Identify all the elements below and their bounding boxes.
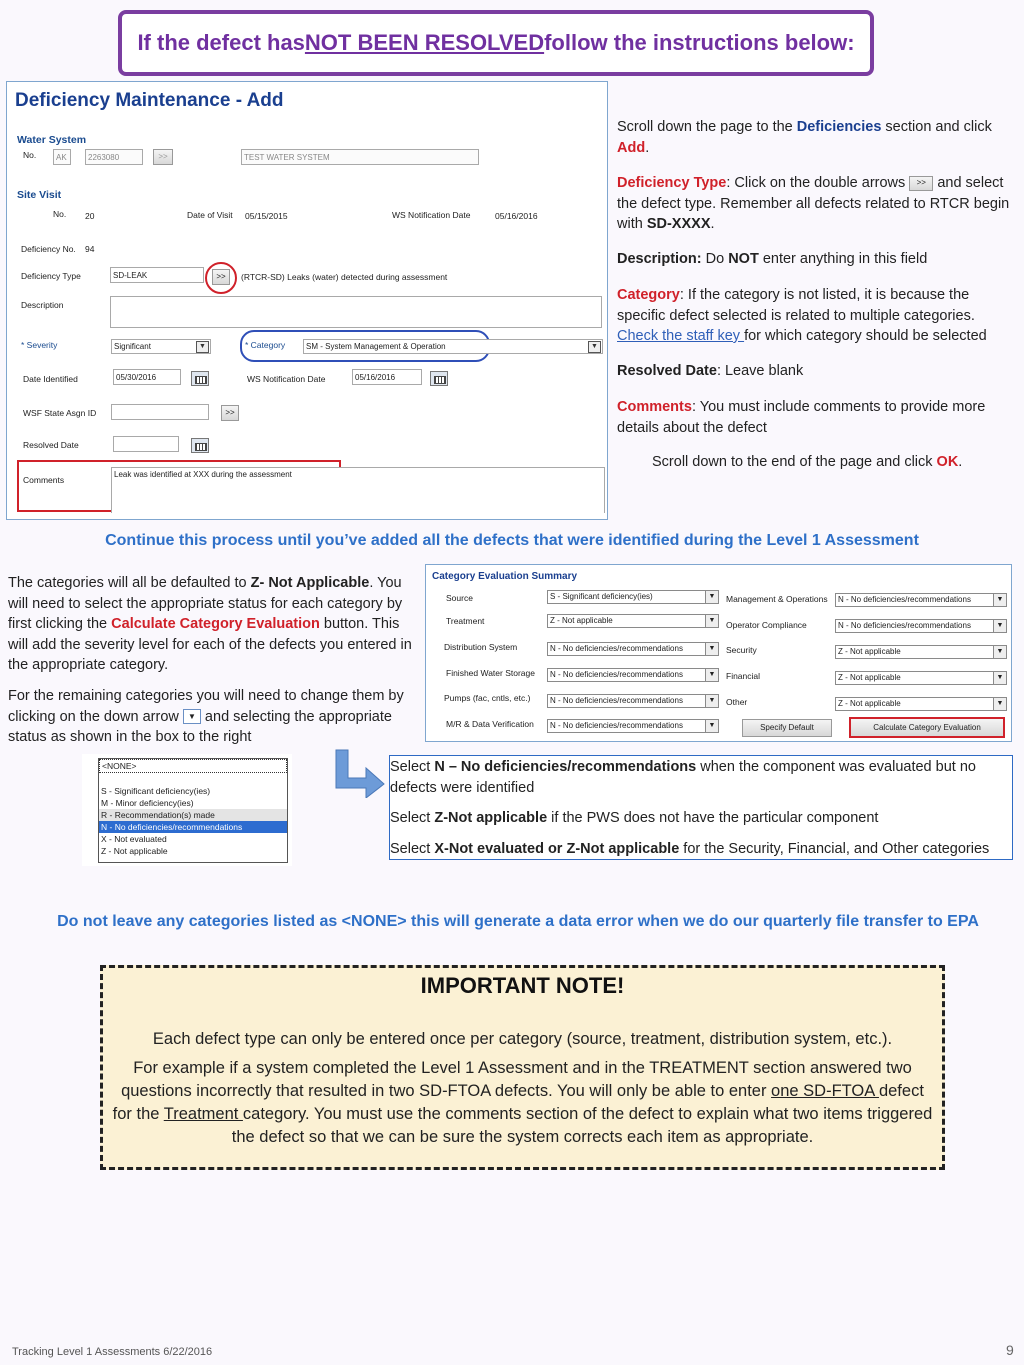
cat-label: Distribution System [444,642,518,652]
cat-label: Source [446,593,473,603]
staff-key-link[interactable]: Check the staff key [617,328,745,344]
cat-label: Finished Water Storage [446,668,535,678]
cat-select[interactable]: N - No deficiencies/recommendations ▼ [835,619,1007,633]
wsf-label: WSF State Asgn ID [23,408,97,418]
sv-no-label: No. [53,209,67,219]
def-type-highlight [205,262,237,294]
sv-no-value: 20 [85,211,95,221]
categories-paragraph: The categories will all be defaulted to Z- Not Applicable. You will need to select the appropriate status for each category by first clicking the Calculate Category Evaluation button. This will add the severity level for each of the defects you entered in the appropriate category. [8,575,412,673]
category-select[interactable]: SM - System Management & Operation [303,339,603,354]
cat-select[interactable]: N - No deficiencies/recommendations ▼ [835,593,1007,607]
form-heading: Deficiency Maintenance - Add [15,90,284,111]
dropdown-option[interactable]: R - Recommendation(s) made [99,809,287,821]
instruction-comments: Comments: You must include comments to provide more details about the defect [617,399,986,436]
cat-label: Operator Compliance [726,620,807,630]
date-of-visit-label: Date of Visit [187,210,233,220]
note-paragraph-2: For example if a system completed the Level 1 Assessment and in the TREATMENT section answered two questions incorrectly that resulted in two SD-FTOA defects. You will only be able to enter one SD-FTOA defect for the Treatment category. You must use the comments section of the defect to explain what two items triggered the defect so that we can be sure the system corrects each item as appropriate. [112,1059,933,1146]
ws-name-field[interactable]: TEST WATER SYSTEM [241,149,479,165]
arrow-icon [330,748,388,798]
page-title: If the defect has NOT BEEN RESOLVED follow the instructions below: [118,10,874,76]
def-type-desc: (RTCR-SD) Leaks (water) detected during assessment [241,272,448,282]
def-no-label: Deficiency No. [21,244,76,254]
instruction-deficiency-type: Deficiency Type: Click on the double arrows >> and select the defect type. Remember all defects related to RTCR begin with SD-XXXX. [617,175,1010,232]
remaining-paragraph: For the remaining categories you will need to change them by clicking on the down arrow ▼ and selecting the appropriate status as shown in the box to the right [8,688,404,745]
dropdown-option[interactable]: X - Not evaluated [101,834,167,844]
deficiency-form [6,81,608,520]
select-x-text: Select X-Not evaluated or Z-Not applicable for the Security, Financial, and Other categories [390,841,990,857]
def-type-label: Deficiency Type [21,271,81,281]
cat-select[interactable]: Z - Not applicable ▼ [835,645,1007,659]
cat-label: Management & Operations [726,594,828,604]
resolved-date-label: Resolved Date [23,440,79,450]
cat-select[interactable]: Z - Not applicable ▼ [835,671,1007,685]
cat-select[interactable]: N - No deficiencies/recommendations ▼ [547,694,719,708]
down-arrow-icon: ▼ [183,709,201,724]
instruction-add: Scroll down the page to the Deficiencies section and click Add. [617,119,992,156]
dropdown-option[interactable]: S - Significant deficiency(ies) [101,786,211,796]
dropdown-option-selected[interactable]: N - No deficiencies/recommendations [99,821,287,833]
category-dropdown-arrow[interactable]: ▼ [588,341,601,353]
date-identified-field[interactable]: 05/30/2016 [113,369,181,385]
cat-select[interactable]: N - No deficiencies/recommendations ▼ [547,668,719,682]
calculate-category-evaluation-button[interactable]: Calculate Category Evaluation [849,717,1005,738]
ws-notif-field[interactable]: 05/16/2016 [352,369,422,385]
page-number: 9 [1006,1342,1014,1358]
specify-default-button[interactable]: Specify Default [742,719,832,737]
description-label: Description [21,300,64,310]
cat-select[interactable]: N - No deficiencies/recommendations ▼ [547,642,719,656]
instruction-category: Category: If the category is not listed, it is because the specific defect selected is related to multiple categories. Check the staff key for which category should be selected [617,287,987,344]
cat-label: Financial [726,671,761,681]
footer-text: Tracking Level 1 Assessments 6/22/2016 [12,1346,213,1358]
ws-notif-label: WS Notification Date [392,210,471,220]
cat-select[interactable]: Z - Not applicable ▼ [547,614,719,628]
resolved-date-field[interactable] [113,436,179,452]
category-evaluation-summary [425,564,1012,742]
instruction-ok: Scroll down to the end of the page and click OK. [652,454,963,470]
comments-field[interactable]: Leak was identified at XXX during the assessment [111,467,605,513]
def-type-field[interactable]: SD-LEAK [110,267,204,283]
cat-select[interactable]: S - Significant deficiency(ies) ▼ [547,590,719,604]
state-code-field[interactable]: AK [53,149,71,165]
ws-notif-value: 05/16/2016 [495,211,538,221]
cat-select[interactable]: N - No deficiencies/recommendations ▼ [547,719,719,733]
status-dropdown-list [98,758,288,863]
def-no-value: 94 [85,244,95,254]
severity-select[interactable]: Significant [111,339,211,354]
cat-label: Security [726,645,757,655]
important-note-body [111,1028,934,1149]
calendar-icon[interactable] [430,371,448,386]
wsf-field[interactable] [111,404,209,420]
instruction-resolved-date: Resolved Date: Leave blank [617,363,804,379]
note-paragraph-1: Each defect type can only be entered once per category (source, treatment, distribution system, etc.). [152,1030,893,1048]
calendar-icon[interactable] [191,371,209,386]
important-note-title: IMPORTANT NOTE! [420,973,625,998]
instruction-description: Description: Do NOT enter anything in this field [617,251,928,267]
ws-notif-label-2: WS Notification Date [247,374,326,384]
ws-lookup-button[interactable]: >> [153,149,173,165]
def-type-lookup-button[interactable]: >> [212,269,230,285]
dropdown-option[interactable]: M - Minor deficiency(ies) [101,798,194,808]
dropdown-option[interactable]: Z - Not applicable [101,846,168,856]
cat-label: Treatment [446,616,485,626]
ws-number-field[interactable]: 2263080 [85,149,143,165]
status-explanation-box [389,755,1013,860]
cat-label: M/R & Data Verification [446,719,534,729]
continue-heading: Continue this process until you’ve added all the defects that were identified during the Level 1 Assessment [105,532,919,549]
double-arrow-button: >> [909,176,933,191]
severity-label: * Severity [21,340,58,350]
comments-label: Comments [23,475,65,485]
ws-no-label: No. [23,150,37,160]
description-field[interactable] [110,296,602,328]
select-z-text: Select Z-Not applicable if the PWS does not have the particular component [390,810,879,826]
dropdown-option[interactable] [99,773,287,785]
cat-label: Other [726,697,748,707]
category-evaluation-title: Category Evaluation Summary [432,571,578,582]
none-warning: Do not leave any categories listed as <NONE> this will generate a data error when we do our quarterly file transfer to EPA [57,913,979,930]
calendar-icon[interactable] [191,438,209,453]
category-label: * Category [245,340,286,350]
water-system-label: Water System [17,134,87,146]
dropdown-option[interactable]: <NONE> [99,759,287,773]
wsf-lookup-button[interactable]: >> [221,405,239,421]
select-n-text: Select N – No deficiencies/recommendations when the component was evaluated but no defects were identified [390,759,976,796]
severity-dropdown-arrow[interactable]: ▼ [196,341,209,353]
date-of-visit-value: 05/15/2015 [245,211,288,221]
site-visit-label: Site Visit [17,189,62,201]
important-note-box [100,965,945,1170]
date-identified-label: Date Identified [23,374,78,384]
cat-label: Pumps (fac, cntls, etc.) [444,693,531,703]
cat-select[interactable]: Z - Not applicable ▼ [835,697,1007,711]
